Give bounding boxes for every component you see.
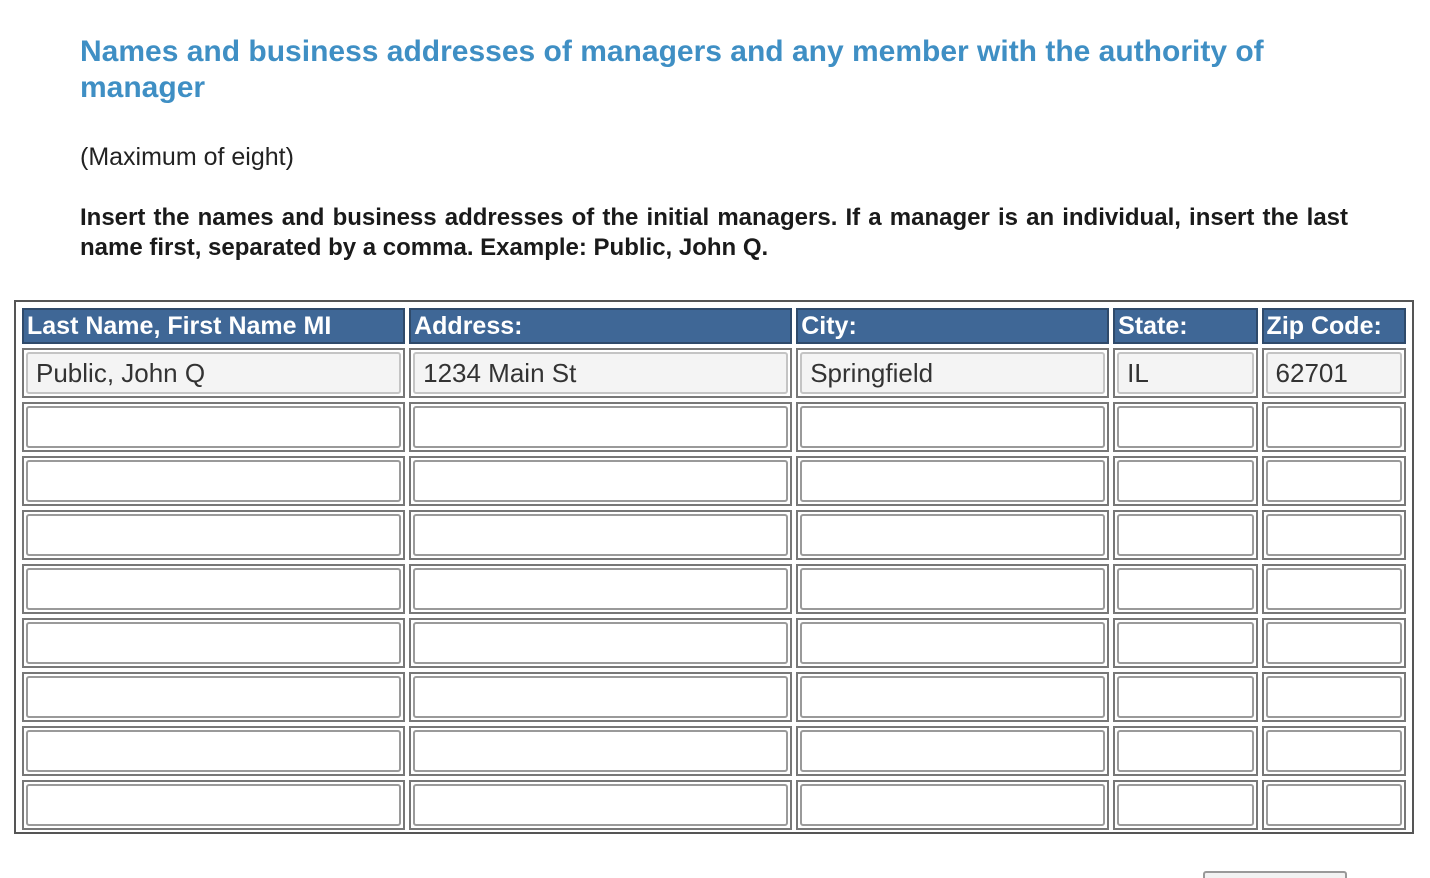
city-input[interactable]	[800, 514, 1105, 556]
zip-input[interactable]	[1266, 730, 1402, 772]
city-input[interactable]	[800, 352, 1105, 394]
zip-input[interactable]	[1266, 784, 1402, 826]
table-body	[22, 348, 1406, 830]
table-cell-city	[796, 402, 1109, 452]
column-header-address: Address:	[409, 308, 792, 344]
state-input[interactable]	[1117, 730, 1253, 772]
name-input[interactable]	[26, 568, 401, 610]
address-input[interactable]	[413, 730, 788, 772]
table-cell-zip	[1262, 510, 1406, 560]
address-input[interactable]	[413, 514, 788, 556]
table-cell-state	[1113, 618, 1257, 668]
table-row	[22, 564, 1406, 614]
address-input[interactable]	[413, 568, 788, 610]
table-row	[22, 672, 1406, 722]
table-cell-zip	[1262, 348, 1406, 398]
table-cell-city	[796, 456, 1109, 506]
city-input[interactable]	[800, 568, 1105, 610]
section-heading: Names and business addresses of managers and any member with the authority of manager	[80, 35, 1264, 104]
address-input[interactable]	[413, 622, 788, 664]
table-cell-state	[1113, 348, 1257, 398]
managers-table-frame	[14, 300, 1414, 834]
table-cell-name	[22, 348, 405, 398]
name-input[interactable]	[26, 514, 401, 556]
zip-input[interactable]	[1266, 676, 1402, 718]
managers-table	[18, 304, 1410, 834]
zip-input[interactable]	[1266, 514, 1402, 556]
table-cell-name	[22, 726, 405, 776]
table-cell-address	[409, 402, 792, 452]
table-cell-city	[796, 672, 1109, 722]
table-cell-address	[409, 564, 792, 614]
city-input[interactable]	[800, 730, 1105, 772]
state-input[interactable]	[1117, 406, 1253, 448]
table-row	[22, 618, 1406, 668]
table-cell-address	[409, 618, 792, 668]
table-row	[22, 780, 1406, 830]
table-cell-city	[796, 780, 1109, 830]
state-input[interactable]	[1117, 352, 1253, 394]
name-input[interactable]	[26, 622, 401, 664]
table-cell-address	[409, 456, 792, 506]
zip-input[interactable]	[1266, 352, 1402, 394]
table-cell-zip	[1262, 402, 1406, 452]
state-input[interactable]	[1117, 676, 1253, 718]
table-cell-name	[22, 780, 405, 830]
table-cell-city	[796, 726, 1109, 776]
table-cell-address	[409, 780, 792, 830]
zip-input[interactable]	[1266, 622, 1402, 664]
table-row	[22, 726, 1406, 776]
address-input[interactable]	[413, 406, 788, 448]
table-cell-state	[1113, 510, 1257, 560]
table-cell-state	[1113, 780, 1257, 830]
table-row	[22, 510, 1406, 560]
city-input[interactable]	[800, 676, 1105, 718]
table-cell-city	[796, 564, 1109, 614]
submit-button[interactable]	[1203, 871, 1347, 878]
table-row	[22, 402, 1406, 452]
state-input[interactable]	[1117, 568, 1253, 610]
table-cell-zip	[1262, 726, 1406, 776]
table-cell-city	[796, 618, 1109, 668]
table-cell-name	[22, 510, 405, 560]
table-cell-zip	[1262, 456, 1406, 506]
name-input[interactable]	[26, 406, 401, 448]
column-header-zip: Zip Code:	[1262, 308, 1406, 344]
table-cell-city	[796, 510, 1109, 560]
name-input[interactable]	[26, 460, 401, 502]
state-input[interactable]	[1117, 460, 1253, 502]
table-cell-zip	[1262, 780, 1406, 830]
table-row	[22, 348, 1406, 398]
address-input[interactable]	[413, 352, 788, 394]
table-cell-address	[409, 726, 792, 776]
zip-input[interactable]	[1266, 406, 1402, 448]
table-cell-state	[1113, 402, 1257, 452]
zip-input[interactable]	[1266, 460, 1402, 502]
table-cell-name	[22, 672, 405, 722]
table-cell-name	[22, 456, 405, 506]
address-input[interactable]	[413, 676, 788, 718]
table-cell-state	[1113, 726, 1257, 776]
column-header-state: State:	[1113, 308, 1257, 344]
table-row	[22, 456, 1406, 506]
table-cell-state	[1113, 456, 1257, 506]
maximum-note: (Maximum of eight)	[80, 143, 294, 171]
table-cell-zip	[1262, 564, 1406, 614]
table-cell-state	[1113, 564, 1257, 614]
name-input[interactable]	[26, 730, 401, 772]
city-input[interactable]	[800, 622, 1105, 664]
table-cell-state	[1113, 672, 1257, 722]
city-input[interactable]	[800, 784, 1105, 826]
table-cell-city	[796, 348, 1109, 398]
table-cell-address	[409, 348, 792, 398]
state-input[interactable]	[1117, 514, 1253, 556]
table-cell-zip	[1262, 618, 1406, 668]
table-cell-name	[22, 402, 405, 452]
table-header-row	[22, 308, 1406, 344]
table-cell-zip	[1262, 672, 1406, 722]
table-cell-address	[409, 672, 792, 722]
column-header-name: Last Name, First Name MI	[22, 308, 405, 344]
name-input[interactable]	[26, 352, 401, 394]
instructions-text: Insert the names and business addresses of the initial managers. If a manager is an individual, insert the last name first, separated by a comma. Example: Public, John Q.	[80, 204, 1348, 261]
column-header-city: City:	[796, 308, 1109, 344]
address-input[interactable]	[413, 784, 788, 826]
name-input[interactable]	[26, 784, 401, 826]
address-input[interactable]	[413, 460, 788, 502]
city-input[interactable]	[800, 460, 1105, 502]
table-cell-name	[22, 618, 405, 668]
state-input[interactable]	[1117, 622, 1253, 664]
table-cell-name	[22, 564, 405, 614]
city-input[interactable]	[800, 406, 1105, 448]
name-input[interactable]	[26, 676, 401, 718]
zip-input[interactable]	[1266, 568, 1402, 610]
state-input[interactable]	[1117, 784, 1253, 826]
table-cell-address	[409, 510, 792, 560]
